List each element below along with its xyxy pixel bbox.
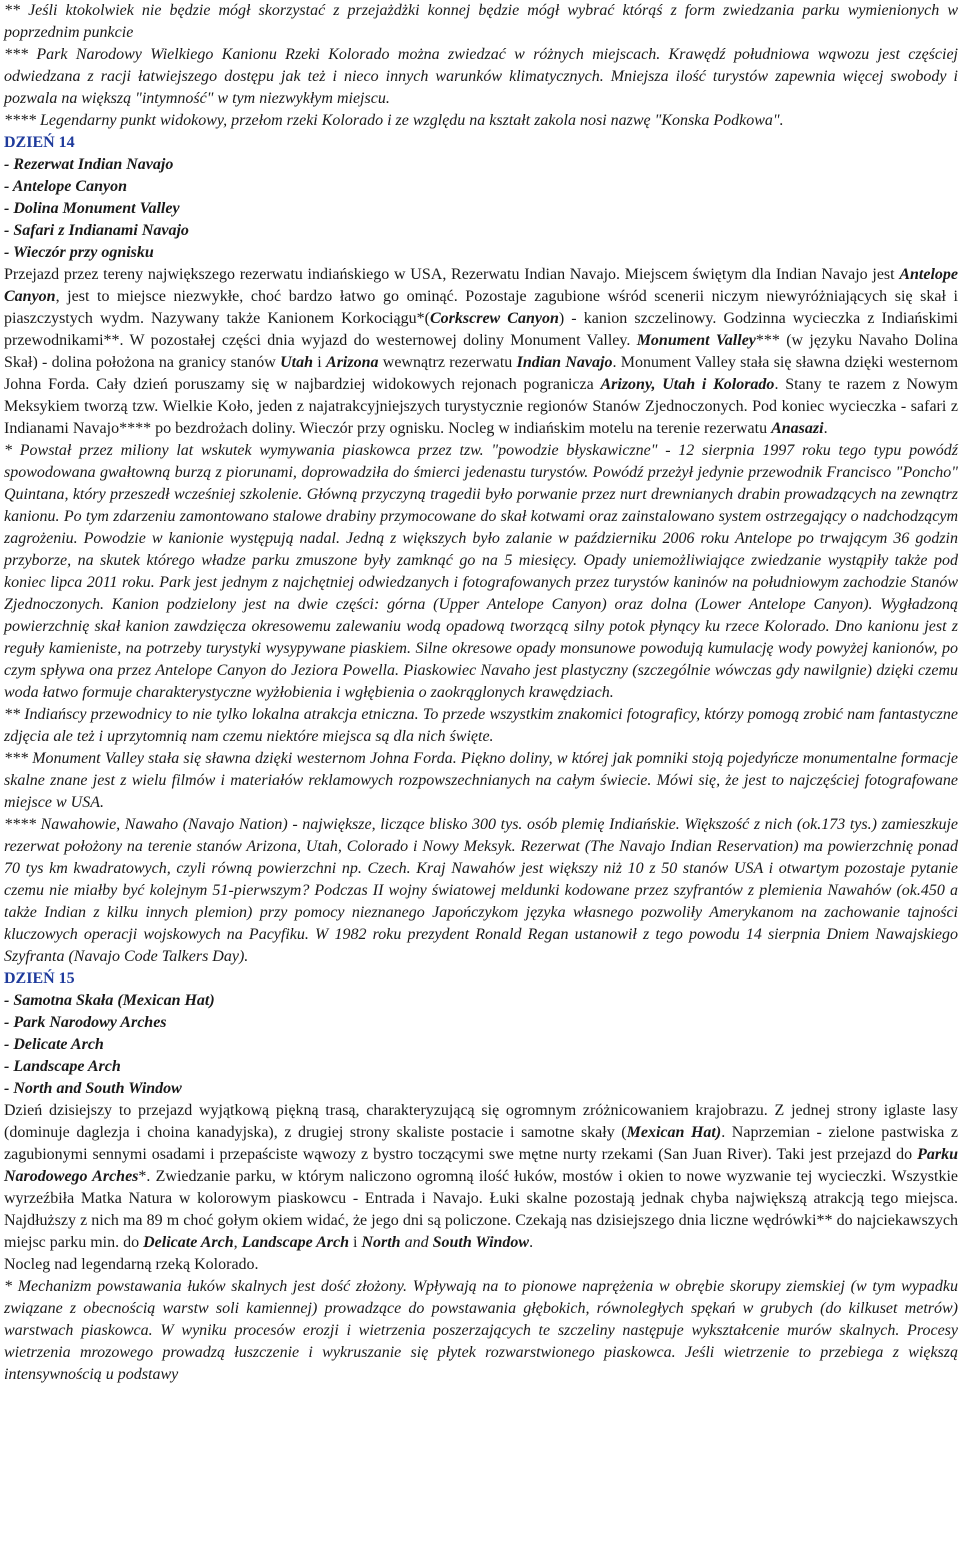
place-arizona: Arizona xyxy=(326,354,379,371)
place-indian-navajo: Indian Navajo xyxy=(516,354,613,371)
text-run: and xyxy=(400,1234,433,1251)
place-delicate-arch: Delicate Arch xyxy=(143,1234,234,1251)
text-run: *** (w języku Navaho Dolina Skał) - dolina położona na granicy stanów xyxy=(4,332,958,371)
text-run: . xyxy=(823,420,828,437)
day-14-program-item: - Antelope Canyon xyxy=(4,178,127,195)
text-run: . Stany te razem z Nowym Meksykiem tworzą tzw. Wielkie Koło, jeden z najatrakcyjniejszych turystycznie regionów Stanów Zjednoczonych. Pod koniec wycieczka - safari z Indianami Navajo**** po bezdrożach doliny. Wieczór przy ognisku. Nocleg w indiańskim motelu na terenie rezerwatu xyxy=(4,376,958,437)
footnote-antelope-canyon: * Powstał przez miliony lat wskutek wymywania piaskowca przez tzw. "powodzie błyskawiczne" - 12 sierpnia 1997 roku tego typu powódź spowodowana gwałtowną burzą z piorunami, doprowadziła do śmierci jedenastu turystów. Powódź przeżył jedynie przewodnik Francisco "Poncho" Quintana, który przeszedł wcześniej szkolenie. Główną przyczyną tragedii było porwanie przez nurt drewnianych drabin prowadzących na zewnątrz kanionu. Po tym zdarzeniu zamontowano stalowe drabiny przymocowane do skał kotwami oraz zainstalowano system ostrzegający o nadchodzącym zagrożeniu. Powodzie w kanionie występują nadal. Jedną z większych było zalanie w październiku 2006 roku Antelope po trwającym 36 godzin przyborze, na skutek którego władze parku zmuszone były zamknąć go na 5 miesięcy. Opady uniemożliwiające zwiedzanie wystąpiły także pod koniec lipca 2011 roku. Park jest jednym z najchętniej odwiedzanych i fotografowanych przez turystów kaninów na południowym zachodzie Stanów Zjednoczonych. Kanion podzielony jest na dwie części: górna (Upper Antelope Canyon) oraz dolna (Lower Antelope Canyon). Wygładzoną powierzchnię skał kanion zawdzięcza okresowemu zalewaniu wodą opadową tworzącą silny potok płynący ku rzece Kolorado. Dno kanionu jest z reguły kamieniste, na potrzeby turystyki wysypywane piaskiem. Silne okresowe opady monsunowe powodują kumulację wody powyżej kanionów, po czym spływa ona przez Antelope Canyon do Jeziora Powella. Piaskowiec Navaho jest plastyczny (szczególnie wówczas gdy nawilgnie) dzięki czemu woda łatwo formuje charakterystyczne wyżłobienia i wgłębienia o zaokrąglonych krawędziach. xyxy=(4,442,958,701)
text-run: . Monument Valley stała się sławna dzięki westernom Johna Forda. Cały dzień poruszamy się w najbardziej widokowych rejonach pogranicza xyxy=(4,354,959,393)
place-border-states: Arizony, Utah i Kolorado xyxy=(600,376,775,393)
text-run: *. Zwiedzanie parku, w którym naliczono ogromną ilość łuków, mostów i okien to nowe wyzwanie tej wycieczki. Wszystkie wyrzeźbiła Matka Natura w kolorowym piaskowcu - Entrada i Navajo. Łuki skalne pozostają jednak chyba największą atrakcją tego miejsca. Najdłuższy z nich ma 89 m choć gołym okiem widać, że jego dni są policzone. Czekają nas dzisiejszego dnia liczne wędrówki** do najciekawszych miejsc parku min. do xyxy=(4,1168,959,1251)
text-run: , xyxy=(233,1234,242,1251)
day-15-heading: DZIEŃ 15 xyxy=(4,970,75,987)
footnote-grand-canyon: *** Park Narodowy Wielkiego Kanionu Rzeki Kolorado można zwiedzać w różnych miejscach. Krawędź południowa wąwozu jest częściej odwiedzana z racji łatwiejszego dostępu jak też i nieco innych warunków klimatycznych. Mniejsza ilość turystów zapewnia więcej swobody i pozwala na większą "intymność" w tym niezwykłym miejscu. xyxy=(4,46,958,107)
text-run: Przejazd przez tereny największego rezerwatu indiańskiego w USA, Rezerwatu Indian Navajo. Miejscem świętym dla Indian Navajo jest xyxy=(4,266,900,283)
text-run: , jest to miejsce niezwykłe, choć bardzo łatwo go ominąć. Pozostaje zagubione wśród scenerii niczym niewyróżniających się skał i piaszczystych wydm. Nazywany także Kanionem Korkociągu*( xyxy=(4,288,958,327)
place-mexican-hat: Mexican Hat) xyxy=(626,1124,722,1141)
day-14-heading: DZIEŃ 14 xyxy=(4,134,75,151)
place-north-window: North xyxy=(361,1234,401,1251)
place-anasazi: Anasazi xyxy=(771,420,824,437)
day-15-overnight: Nocleg nad legendarną rzeką Kolorado. xyxy=(4,1256,259,1273)
place-landscape-arch: Landscape Arch xyxy=(241,1234,349,1251)
text-run: . Naprzemian - zielone pastwiska z zagubionymi sennymi osadami i przepaściste wąwozy z bystro toczącymi swe mętne nurty rzekami (San Juan River). Taki jest przejazd do xyxy=(4,1124,958,1163)
place-arches-park: Parku Narodowego Arches xyxy=(4,1146,958,1185)
day-15-program-item: - Samotna Skała (Mexican Hat) xyxy=(4,992,215,1009)
day-14-program-item: - Dolina Monument Valley xyxy=(4,200,180,217)
day-14-program-item: - Rezerwat Indian Navajo xyxy=(4,156,174,173)
day-15-program-item: - Landscape Arch xyxy=(4,1058,121,1075)
text-run: Dzień dzisiejszy to przejazd wyjątkową piękną trasą, charakteryzującą się ogromnym zróżnicowaniem krajobrazu. Z jednej strony iglaste lasy (dominuje daglezja i choina kanadyjska), z drugiej strony skaliste postacie i samotne skały ( xyxy=(4,1102,958,1141)
footnote-horse-ride: ** Jeśli ktokolwiek nie będzie mógł skorzystać z przejażdżki konnej będzie mógł wybrać którąś z form zwiedzania parku wymienionych w poprzednim punkcie xyxy=(4,2,958,41)
footnote-guides: ** Indiańscy przewodnicy to nie tylko lokalna atrakcja etniczna. To przede wszystkim znakomici fotograficy, którzy pomogą zrobić nam fantastyczne zdjęcia ale też i uprzytomnią nam czemu niektóre miejsca są dla nich święte. xyxy=(4,706,958,745)
day-14-program-item: - Wieczór przy ognisku xyxy=(4,244,154,261)
footnote-horseshoe-bend: **** Legendarny punkt widokowy, przełom rzeki Kolorado i ze względu na kształt zakola nosi nazwę "Konska Podkowa". xyxy=(4,112,784,129)
place-south-window: South Window xyxy=(432,1234,530,1251)
document-page xyxy=(4,0,958,1386)
place-utah: Utah xyxy=(280,354,314,371)
day-15-program-item: - Delicate Arch xyxy=(4,1036,104,1053)
day-14-description xyxy=(4,264,958,440)
day-15-program-item: - North and South Window xyxy=(4,1080,182,1097)
footnote-navajo-nation: **** Nawahowie, Nawaho (Navajo Nation) - największe, liczące blisko 300 tys. osób plemię Indiańskie. Większość z nich (ok.173 tys.) zamieszkuje rezerwat położony na terenie stanów Arizona, Utah, Colorado i Nowy Meksyk. Rezerwat (The Navajo Indian Reservation) ma powierzchnię ponad 70 tys km kwadratowych, czyli równą powierzchni np. Czech. Kraj Nawahów jest większy niż 10 z 50 stanów USA i otwartym pozostaje pytanie czemu nie miałby być kolejnym 51-pierwszym? Podczas II wojny światowej meldunki kodowane przez szyfrantów z plemienia Nawahów (ok.450 a także Indian z kilku innych plemion) przy pomocy nieznanego Japończykom języka własnego pozwoliły Amerykanom na zachowanie tajności kluczowych operacji wojskowych na Pacyfiku. W 1982 roku prezydent Ronald Regan ustanowił z tego powodu 14 sierpnia Dniem Nawajskiego Szyfranta (Navajo Code Talkers Day). xyxy=(4,816,958,965)
text-run: . xyxy=(529,1234,534,1251)
text-run: i xyxy=(349,1234,362,1251)
day-15-program-item: - Park Narodowy Arches xyxy=(4,1014,167,1031)
place-antelope-canyon: Antelope Canyon xyxy=(4,266,958,305)
text-run: ) - kanion szczelinowy. Godzinna wycieczka z Indiańskimi przewodnikami**. W pozostałej części dnia wyjazd do westernowej doliny Monument Valley. xyxy=(4,310,958,349)
text-run: i xyxy=(313,354,327,371)
place-monument-valley: Monument Valley xyxy=(636,332,756,349)
place-corkscrew-canyon: Corkscrew Canyon xyxy=(429,310,559,327)
footnote-arches-formation: * Mechanizm powstawania łuków skalnych jest dość złożony. Wpływają na to pionowe naprężenia w obrębie skorupy ziemskiej (w tym wypadku związane z obecnością warstw soli kamiennej) prowadzące do powstawania głębokich, równoległych spękań w grubych (do kilkuset metrów) warstwach piaskowca. W wyniku procesów erozji i wietrzenia poszerzających te szczeliny następuje wykształcenie murów skalnych. Procesy wietrzenia mrozowego prowadzą łuszczenie i wykruszanie się płytek rozwarstwionego piaskowca. Jeśli wietrzenie to przebiega z większą intensywnością u podstawy xyxy=(4,1278,958,1383)
day-15-description xyxy=(4,1100,958,1254)
footnote-monument-valley: *** Monument Valley stała się sławna dzięki westernom Johna Forda. Piękno doliny, w której jak pomniki stoją pojedyńcze monumentalne formacje skalne znane jest z wielu filmów i materiałów reklamowych rozpowszechnianych na całym świecie. Mówi się, że jest to najczęściej fotografowane miejsce w USA. xyxy=(4,750,958,811)
day-14-program-item: - Safari z Indianami Navajo xyxy=(4,222,189,239)
text-run: wewnątrz rezerwatu xyxy=(378,354,517,371)
